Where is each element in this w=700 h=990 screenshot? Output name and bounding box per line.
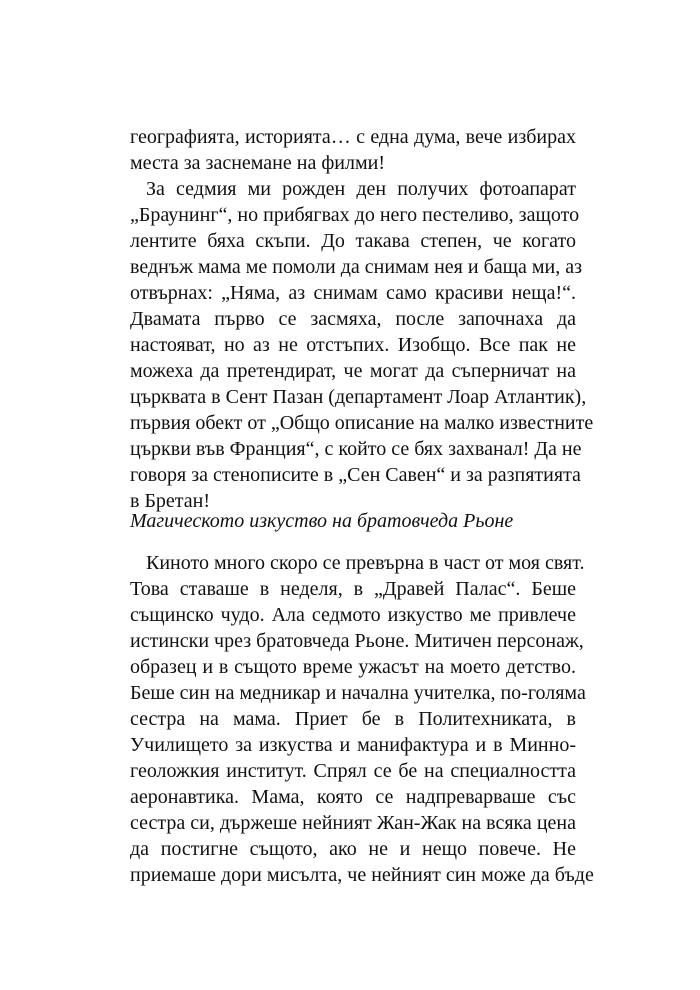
text-line: отвърнах: „Няма, аз снимам само красиви неща!“. [130,282,576,304]
text-line: Училището за изкуства и манифактура и в Минно- [130,734,576,756]
text-line: Това ставаше в неделя, в „Дравей Палас“. Беше [130,578,576,600]
text-line: географията, историята… с една дума, вече избирах [130,126,576,148]
text-line: да постигне същото, ако не и нещо повече. Не [130,838,576,860]
text-line: Двамата първо се засмяха, после започнаха да [130,308,576,330]
text-line: църкви във Франция“, с който се бях захванал! Да не [130,438,582,460]
text-line: места за заснемане на филми! [130,152,385,174]
text-line: можеха да претендират, че могат да съперничат на [130,360,576,382]
text-line: същинско чудо. Ала седмото изкуство ме привлече [130,604,576,626]
text-line: геоложкия институт. Спрял се бе на специалността [130,760,576,782]
paragraph-3 [130,550,594,888]
text-line: истински чрез братовчеда Рьоне. Митичен персонаж, [130,630,584,652]
text-line: аеронавтика. Мама, която се надпреварваше със [130,786,576,808]
text-line: Киното много скоро се превърна в част от моя свят. [146,552,585,574]
text-line: веднъж мама ме помоли да снимам нея и баща ми, аз [130,256,583,278]
text-line: говоря за стенописите в „Сен Савен“ и за разпятията [130,464,581,486]
text-line: приемаше дори мисълта, че нейният син може да бъде [130,864,594,886]
text-line: образец и в същото време ужасът на моето детство. [130,656,576,678]
text-line: „Браунинг“, но прибягвах до него пестеливо, защото [130,204,580,226]
section-heading: Магическото изкуство на братовчеда Рьоне [130,510,514,532]
text-line: лентите бяха скъпи. До такава степен, че когато [130,230,576,252]
text-line: сестра на мама. Приет бе в Политехниката, в [130,708,576,730]
text-line: църквата в Сент Пазан (департамент Лоар Атлантик), [130,386,587,408]
text-line: настояват, но аз не отстъпих. Изобщо. Все пак не [130,334,576,356]
text-line: Беше син на медникар и начална учителка, по-голяма [130,682,586,704]
text-line: За седмия ми рожден ден получих фотоапарат [146,178,576,200]
paragraph-1 [130,124,576,176]
paragraph-2 [130,176,594,514]
text-line: сестра си, държеше нейният Жан-Жак на всяка цена [130,812,576,834]
text-line: в Бретан! [130,490,211,512]
text-line: първия обект от „Общо описание на малко известните [130,412,594,434]
